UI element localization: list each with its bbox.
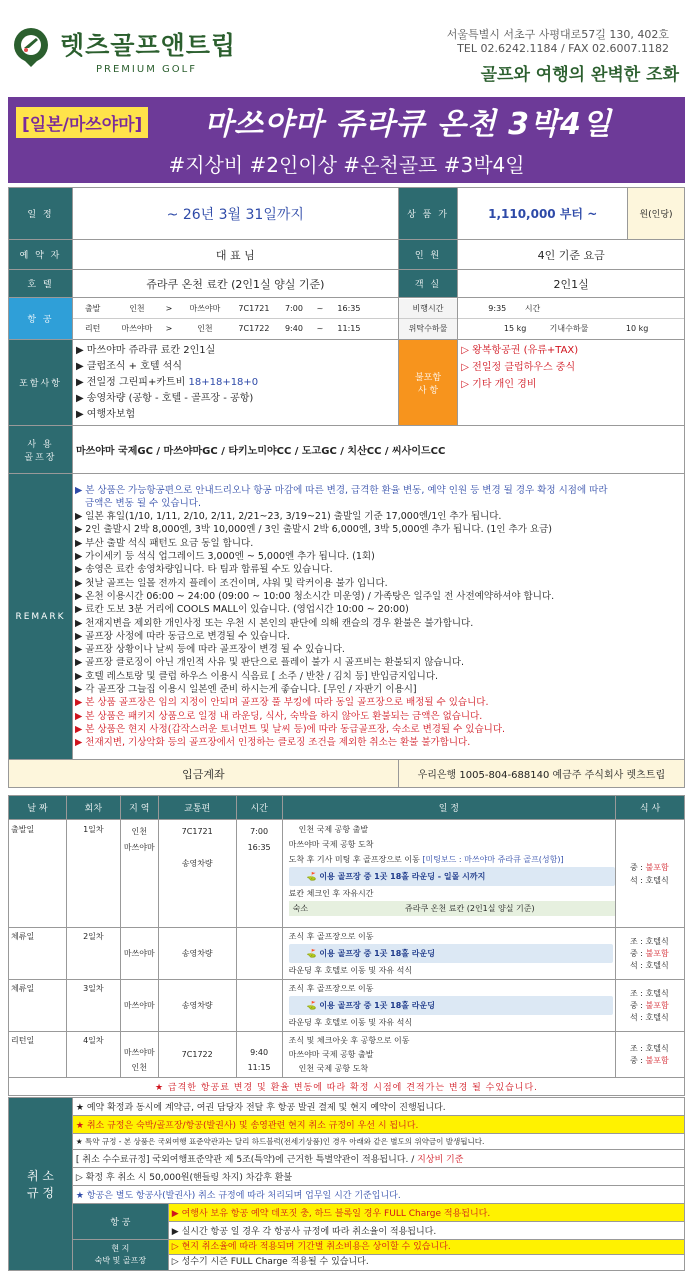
remark-item: ▶ 천재지변, 기상악화 등의 골프장에서 인정하는 클로징 조건을 제외한 취소는 환불 불가합니다. [74,737,471,749]
day-region: 인천 마쓰야마 [120,820,158,928]
outbound-flight-no: 7C1721 [238,303,270,313]
itinerary-day [9,1032,685,1078]
room-label: 객 실 [398,270,458,298]
remark-item: ▶ 본 상품은 패키지 상품으로 일정 내 라운딩, 식사, 숙박을 하지 않아도 환불되는 금액은 없습니다. [74,710,483,722]
day-time: 7:00 16:35 [236,820,282,928]
outbound-tilde: ~ [316,303,324,313]
return-tilde: ~ [316,324,324,333]
golf-pin-logo-icon [10,26,52,68]
hashtags: #지상비 #2인이상 #온천골프 #3박4일 [168,153,525,177]
day-date: 출발일 [9,820,67,928]
price-unit: 원(인당) [628,188,685,240]
col-transport: 교통편 [158,796,236,820]
remark-item: ▶ 온천 이용시간 06:00 ~ 24:00 (09:00 ~ 10:00 청소시간 미운영) / 가족탕은 일주일 전 사전예약하셔야 합니다. [74,590,555,602]
day-schedule [282,820,615,928]
cancel-air-line: ▶ 여행사 보유 항공 예약 데포짓 충, 하드 블록일 경우 FULL Charge 적용됩니다. [168,1204,684,1222]
golf-round-band: ⛳ 이용 골프장 중 1곳 18홀 라운딩 [289,996,613,1015]
included-label: 포함사항 [9,340,73,426]
course-label: 사 용 골프장 [9,426,73,474]
remark-item: ▶ 본 상품은 현지 사정(갑작스러운 토너먼트 및 날씨 등)에 따라 동급골프장, 숙소로 변경될 수 있습니다. [74,723,506,735]
remark-item: ▶ 송영은 료칸 송영차량입니다. 타 팀과 합류될 수도 있습니다. [74,564,333,576]
included-item: ▶ 마쓰야마 쥬라큐 료칸 2인1실 [75,344,216,356]
header [0,0,693,98]
included-item: ▶ 여행자보험 [75,408,136,420]
company-phone: TEL 02.6242.1184 / FAX 02.6007.1182 [457,42,669,55]
golf-flag-icon: ⛳ [306,872,320,881]
col-meal: 식 사 [616,796,685,820]
golf-round-band: ⛳ 이용 골프장 중 1곳 18홀 라운딩 [289,944,613,963]
outbound-from: 인천 [129,303,145,313]
return-to: 인천 [197,324,213,333]
included-item: ▶ 전일정 그린피+카트비 18+18+18+0 [75,376,259,388]
day-transport: 7C1722 [158,1032,236,1078]
carryon-label: 기내수하물 [549,323,589,333]
stay-row: 숙소 쥬라쿠 온천 료칸 (2인1실 양실 기준) [289,901,615,916]
remark-item: ▶ 골프장 사정에 따라 동급으로 변경될 수 있습니다. [74,630,290,642]
cancel-line: ▷ 확정 후 취소 시 50,000원(핸들링 차지) 차감후 환불 [72,1168,684,1186]
col-date: 날 짜 [9,796,67,820]
day-number: 3일차 [66,980,120,1032]
remark-item: ▶ 골프장 상황이나 날씨 등에 따라 골프장이 변경 될 수 있습니다. [74,644,345,656]
outbound-arrow: > [165,303,173,313]
outbound-dir: 출발 [84,303,101,313]
region-tag: [일본/마쓰야마] [16,107,148,138]
itinerary-day [9,820,685,928]
price-value: 1,110,000 부터 ~ [458,188,628,240]
remark-label: REMARK [9,474,73,760]
cancel-air-label: 항 공 [72,1204,168,1240]
cancel-local-lines: ▷ 현지 취소율에 따라 적용되며 기간별 취소비용은 상이할 수 있습니다. ▷ 성수기 시즌 FULL Charge 적용될 수 있습니다. [168,1240,684,1271]
return-from: 마쓰야마 [121,324,153,333]
remark-item: ▶ 부산 출발 석식 패턴도 요금 동일 합니다. [74,537,254,549]
day-region: 마쓰야마 [120,928,158,980]
bank-account: 우리은행 1005-804-688140 예금주 주식회사 렛츠트립 [398,760,684,788]
product-info-table [8,187,685,788]
cancel-line: ★ 특약 규정 - 본 상품은 국외여행 표준약관과는 달리 하드블럭(전세기상품)인 경우 아래와 같은 별도의 위약금이 발생됩니다. [72,1134,684,1150]
day-number: 1일차 [66,820,120,928]
green-fee-rounds: 18+18+18+0 [188,376,259,388]
reserver-value: 대 표 님 [72,240,398,270]
golf-flag-icon: ⛳ [306,949,320,958]
day-schedule: 조식 후 골프장으로 이동 ⛳ 이용 골프장 중 1곳 18홀 라운딩 라운딩 후 호텔로 이동 및 자유 석식 [282,928,615,980]
price-label: 상 품 가 [398,188,458,240]
excluded-label: 불포함 사 항 [398,340,458,426]
schedule-line: 도착 후 기사 미팅 후 골프장으로 이동 [미팅보드 : 마쓰야마 쥬라큐 골프(성함)] [288,855,564,864]
excluded-list [458,340,685,426]
cancel-line: ★ 예약 확정과 동시에 계약금, 여권 담당자 전달 후 항공 발권 결제 및 현지 예약이 진행됩니다. [72,1098,684,1116]
included-item: ▶ 송영차량 (공항 - 호텔 - 골프장 - 공항) [75,392,254,404]
flight-details [72,298,398,340]
hotel-label: 호 텔 [9,270,73,298]
golf-flag-icon: ⛳ [306,1001,320,1010]
itinerary-table [8,795,685,1096]
cancel-label: 취 소 규 정 [9,1098,73,1271]
day-meal: 중 : 불포함 석 : 호텔식 [616,820,685,928]
remark-item: ▶ 호텔 레스토랑 및 클럽 하우스 이용시 식음료 [ 소주 / 반찬 / 김치 등] 반입금지입니다. [74,670,439,682]
remark-item: ▶ 본 상품은 가능항공편으로 안내드리오나 항공 마감에 따른 변경, 급격한 환율 변동, 예약 인원 등 변경 될 경우 확정 시점에 따라 [74,484,608,496]
remark-item: ▶ 가이세키 등 석식 업그레이드 3,000엔 ~ 5,000엔 추가 됩니다. (1회) [74,551,375,563]
cancel-policy-table [8,1097,685,1271]
reserver-label: 예 약 자 [9,240,73,270]
day-date: 체류일 [9,980,67,1032]
day-schedule: 조식 및 체크아웃 후 공항으로 이동 마쓰야마 국제 공항 출발 인천 국제 공항 도착 [282,1032,615,1078]
flight-time-label: 비행시간 [399,299,458,319]
day-meal: 조 : 호텔식 중 : 불포함 [616,1032,685,1078]
remark-item: ▶ 각 골프장 그늘집 이용시 일본엔 준비 하시는게 좋습니다. [무인 / 자판기 이용시] [74,683,417,695]
included-item: ▶ 클럽조식 + 호텔 석식 [75,360,183,372]
day-time: 9:40 11:15 [236,1032,282,1078]
return-dir: 리턴 [84,324,101,333]
day-time [236,928,282,980]
excluded-item: ▷ 전일정 클럽하우스 중식 [461,362,576,373]
remark-item: 금액은 변동 될 수 있습니다. [84,497,201,509]
day-number: 4일차 [66,1032,120,1078]
day-time [236,980,282,1032]
tagline: 골프와 여행의 완벽한 조화 [480,65,679,85]
remark-list [72,474,684,760]
col-region: 지 역 [120,796,158,820]
itinerary-day [9,980,685,1032]
company-address: 서울특별시 서초구 사평대로57길 130, 402호 [446,28,669,41]
excluded-item: ▷ 왕복항공권 (유류+TAX) [461,345,579,356]
col-time: 시간 [236,796,282,820]
day-transport: 송영차량 [158,928,236,980]
return-dep: 9:40 [284,324,303,333]
pax-value: 4인 기준 요금 [458,240,685,270]
excluded-item: ▷ 기타 개인 경비 [461,379,537,390]
flight-label: 항 공 [9,298,73,340]
remark-item: ▶ 일본 휴일(1/10, 1/11, 2/10, 2/11, 2/21~23, 3/19~21) 출발일 기준 17,000엔/1인 추가 됩니다. [74,511,502,523]
col-day: 회차 [66,796,120,820]
cancel-local-label: 현 지 숙박 및 골프장 [72,1240,168,1271]
schedule-line: 료칸 체크인 후 자유시간 [288,889,374,898]
day-schedule: 조식 후 골프장으로 이동 ⛳ 이용 골프장 중 1곳 18홀 라운딩 라운딩 후 호텔로 이동 및 자유 석식 [282,980,615,1032]
day-transport: 송영차량 [158,980,236,1032]
col-schedule: 일 정 [282,796,615,820]
carryon-value: 10 kg [625,323,649,333]
day-transport: 7C1721 송영차량 [158,820,236,928]
flight-meta-values [458,298,685,340]
day-date: 리턴일 [9,1032,67,1078]
baggage-value: 15 kg [503,323,527,333]
product-title: 마쓰야마 쥬라큐 온천 3박4일 [204,107,612,142]
outbound-arr: 16:35 [337,303,361,313]
golf-round-band: ⛳ 이용 골프장 중 1곳 18홀 라운딩 - 일몰 시까지 [289,867,615,886]
return-arr: 11:15 [337,324,361,333]
cancel-line: ★ 취소 규정은 숙박/골프장/항공(발권사) 및 송영관련 현지 취소 규정이 우선 시 됩니다. [72,1116,684,1134]
day-region: 마쓰야마 [120,980,158,1032]
flight-time-value: 9:35 [488,303,507,313]
itinerary-day [9,928,685,980]
cancel-line: [ 취소 수수료규정] 국외여행표준약관 제 5조(특약)에 근거한 특별약관이 적용됩니다. / 지상비 기준 [72,1150,684,1168]
schedule-line: 마쓰야마 국제 공항 도착 [288,840,374,849]
day-number: 2일차 [66,928,120,980]
hotel-value: 쥬라쿠 온천 료칸 (2인1실 양실 기준) [72,270,398,298]
room-value: 2인1실 [458,270,685,298]
outbound-dep: 7:00 [284,303,303,313]
flight-time-unit: 시간 [524,303,541,313]
outbound-to: 마쓰야마 [189,303,221,313]
remark-item: ▶ 료칸 도보 3분 거리에 COOLS MALL이 있습니다. (영업시간 10:00 ~ 20:00) [74,604,409,616]
day-meal: 조 : 호텔식 중 : 불포함 석 : 호텔식 [616,980,685,1032]
bank-label: 입금계좌 [9,760,399,788]
remark-item: ▶ 첫날 골프는 일몰 전까지 플레이 조건이며, 샤워 및 락커이용 불가 입니다. [74,577,388,589]
schedule-label: 일 정 [9,188,73,240]
return-flight-no: 7C1722 [238,324,270,333]
day-region: 마쓰야마 인천 [120,1032,158,1078]
baggage-label: 위탁수하물 [399,319,458,339]
remark-item: ▶ 골프장 클로징이 아닌 개인적 사유 및 판단으로 플레이 불가 시 골프비는 환불되지 않습니다. [74,657,465,669]
schedule-value: ~ 26년 3월 31일까지 [72,188,398,240]
logo-title: 렛츠골프앤트립 [60,31,237,60]
included-list [72,340,398,426]
remark-item: ▶ 2인 출발시 2박 8,000엔, 3박 10,000엔 / 3인 출발시 2박 6,000엔, 3박 5,000엔 추가 됩니다. (1인 추가 요금) [74,524,553,536]
remark-item: ▶ 천재지변을 제외한 개인사정 또는 우천 시 본인의 판단에 의해 캔슬의 경우 환불은 불가합니다. [74,617,474,629]
rate-change-notice: ★ 급격한 항공료 변경 및 환율 변동에 따라 확정 시점에 견적가는 변경 될 수있습니다. [9,1078,685,1096]
cancel-line: ★ 항공은 별도 항공사(발권사) 취소 규정에 따라 처리되며 업무일 시간 기준입니다. [72,1186,684,1204]
day-date: 체류일 [9,928,67,980]
logo-subtitle: PREMIUM GOLF [96,64,197,75]
flight-meta-labels [398,298,458,340]
course-list: 마쓰야마 국제GC / 마쓰야마GC / 타키노미야CC / 도고GC / 치산CC / 씨사이드CC [72,426,684,474]
pax-label: 인 원 [398,240,458,270]
cancel-air-line: ▶ 실시간 항공 일 경우 각 항공사 규정에 따라 취소율이 적용됩니다. [168,1222,684,1240]
title-banner [8,97,685,183]
return-arrow: > [165,324,173,333]
schedule-line: 인천 국제 공항 출발 [298,825,369,834]
remark-item: ▶ 본 상품 골프장은 임의 지정이 안되며 골프장 풀 부킹에 따라 동일 골프장으로 배정될 수 있습니다. [74,697,489,709]
day-meal: 조 : 호텔식 중 : 불포함 석 : 호텔식 [616,928,685,980]
